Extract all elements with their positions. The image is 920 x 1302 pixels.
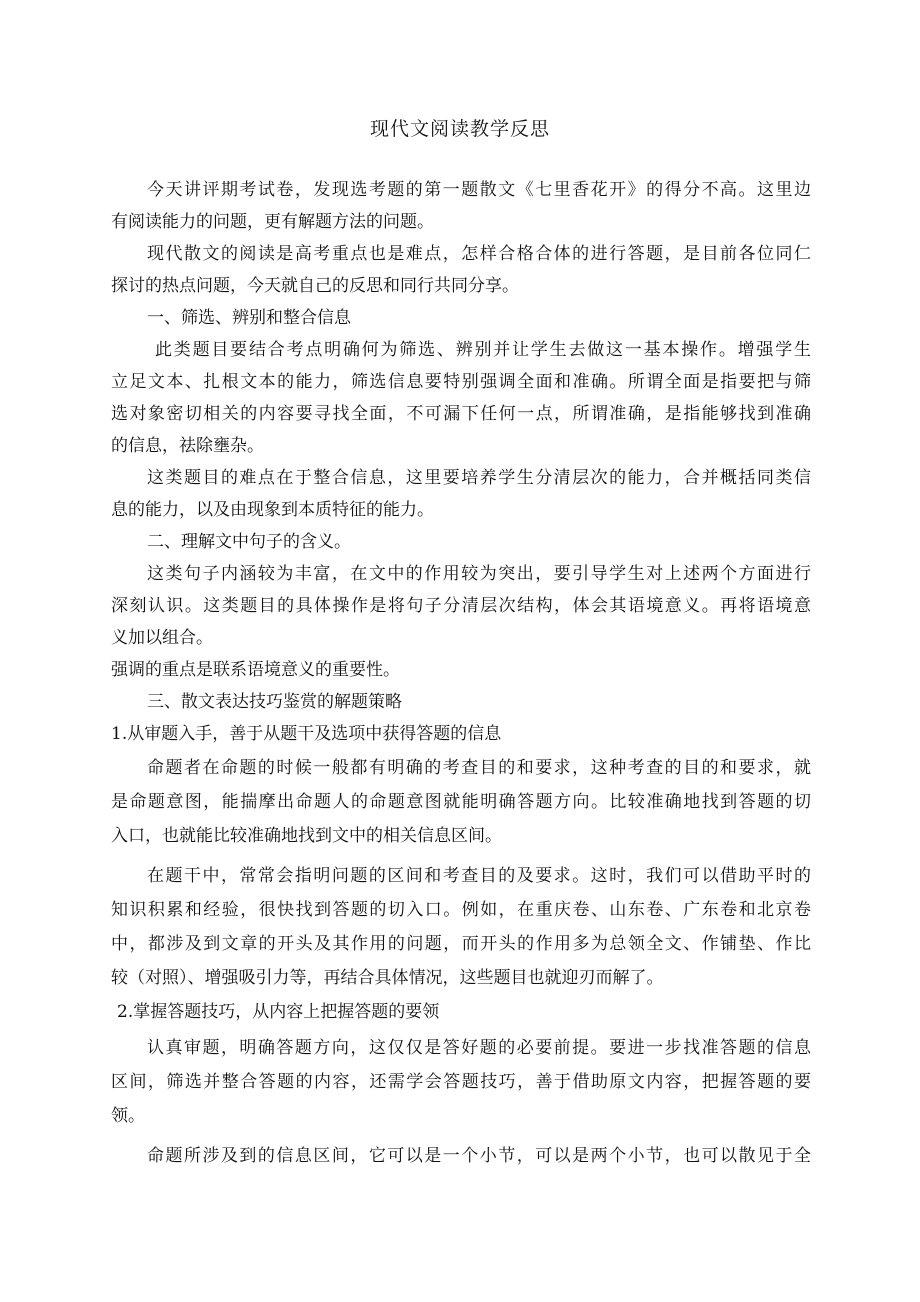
- text-line: 区间，筛选并整合答题的内容，还需学会答题技巧，善于借助原文内容，把握答题的要: [111, 1072, 811, 1092]
- text-line: 是命题意图，能揣摩出命题人的命题意图就能明确答题方向。比较准确地找到答题的切: [111, 792, 811, 812]
- text-line: 命题者在命题的时候一般都有明确的考查目的和要求，这种考查的目的和要求，就: [147, 758, 811, 778]
- text-line: 现代散文的阅读是高考重点也是难点，怎样合格合体的进行答题，是目前各位同仁: [147, 244, 811, 264]
- text-line: 有阅读能力的问题，更有解题方法的问题。: [111, 212, 434, 232]
- text-line: 选对象密切相关的内容要寻找全面，不可漏下任何一点，所谓准确，是指能够找到准确: [111, 404, 811, 424]
- section-heading: 一、筛选、辨别和整合信息: [147, 308, 351, 328]
- text-line: 较（对照）、增强吸引力等，再结合具体情况，这些题目也就迎刃而解了。: [111, 968, 664, 988]
- subsection-heading: 1.从审题入手，善于从题干及选项中获得答题的信息: [111, 724, 502, 744]
- text-line: 知识积累和经验，很快找到答题的切入口。例如，在重庆卷、山东卷、广东卷和北京卷: [111, 900, 811, 920]
- text-line: 立足文本、扎根文本的能力，筛选信息要特别强调全面和准确。所谓全面是指要把与筛: [111, 372, 811, 392]
- text-line: 探讨的热点问题，今天就自己的反思和同行共同分享。: [111, 276, 519, 296]
- text-line: 入口，也就能比较准确地找到文中的相关信息区间。: [111, 826, 502, 846]
- text-line: 义加以组合。: [111, 628, 213, 648]
- section-heading: 二、理解文中句子的含义。: [147, 532, 351, 552]
- section-heading: 三、散文表达技巧鉴赏的解题策略: [147, 692, 402, 712]
- text-line: 命题所涉及到的信息区间，它可以是一个小节，可以是两个小节，也可以散见于全: [147, 1146, 811, 1166]
- text-line: 这类句子内涵较为丰富，在文中的作用较为突出，要引导学生对上述两个方面进行: [147, 564, 811, 584]
- text-line: 这类题目的难点在于整合信息，这里要培养学生分清层次的能力，合并概括同类信: [147, 468, 811, 488]
- text-line: 此类题目要结合考点明确何为筛选、辨别并让学生去做这一基本操作。增强学生: [155, 340, 811, 360]
- text-line: 的信息，祛除壅杂。: [111, 436, 264, 456]
- text-line: 领。: [111, 1106, 145, 1126]
- text-line: 今天讲评期考试卷，发现选考题的第一题散文《七里香花开》的得分不高。这里边: [147, 180, 811, 200]
- text-line: 深刻认识。这类题目的具体操作是将句子分清层次结构，体会其语境意义。再将语境意: [111, 596, 811, 616]
- text-line: 强调的重点是联系语境意义的重要性。: [111, 660, 400, 680]
- text-line: 息的能力，以及由现象到本质特征的能力。: [111, 500, 434, 520]
- text-line: 认真审题，明确答题方向，这仅仅是答好题的必要前提。要进一步找准答题的信息: [147, 1038, 811, 1058]
- text-line: 中，都涉及到文章的开头及其作用的问题，而开头的作用多为总领全文、作铺垫、作比: [111, 934, 811, 954]
- subsection-heading: 2.掌握答题技巧，从内容上把握答题的要领: [117, 1002, 440, 1022]
- document-title: 现代文阅读教学反思: [369, 118, 550, 140]
- text-line: 在题干中，常常会指明问题的区间和考查目的及要求。这时，我们可以借助平时的: [147, 866, 811, 886]
